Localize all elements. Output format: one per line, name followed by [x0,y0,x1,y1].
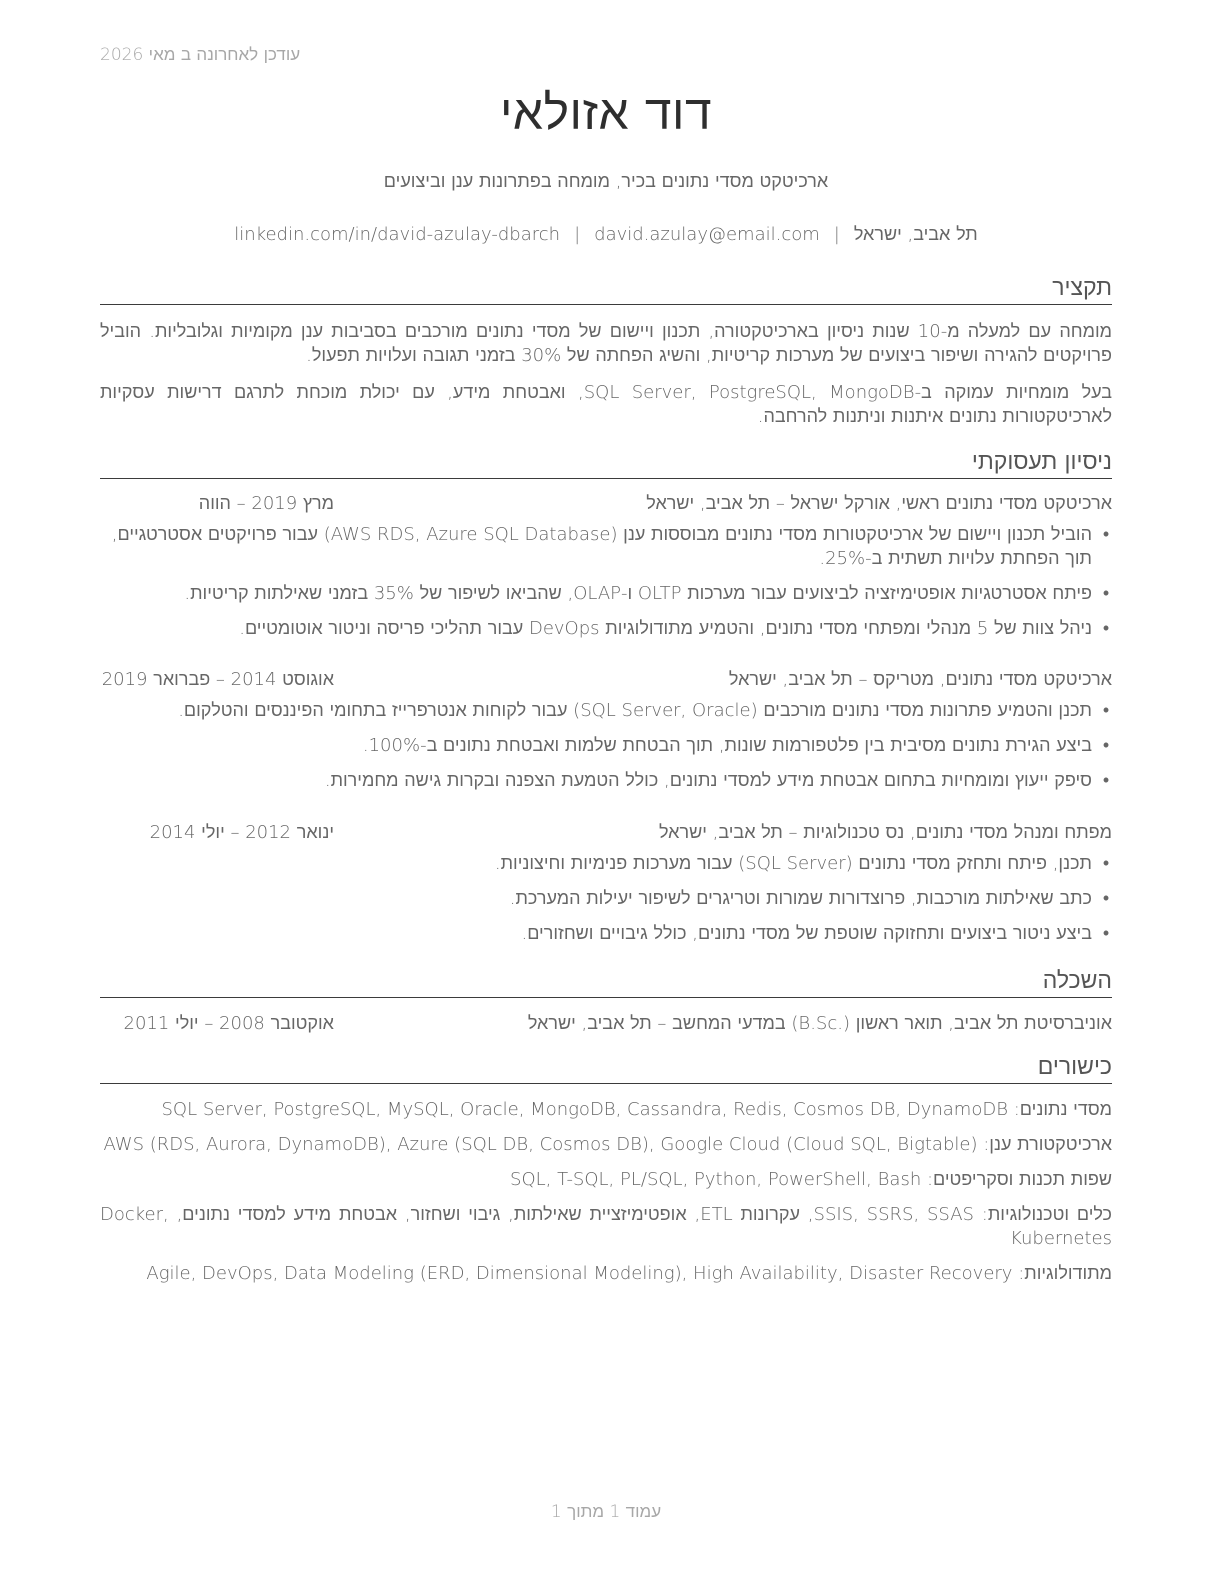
skill-row [100,1098,1112,1122]
job-role: מפתח ומנהל מסדי נתונים, נס טכנולוגיות – תל אביב, ישראל [659,822,1112,843]
bullet-icon: • [1102,735,1110,756]
job-bullets [100,699,1112,804]
bullet-text: ביצע הגירת נתונים מסיבית בין פלטפורמות שונות, תוך הבטחת שלמות ואבטחת נתונים ב-100%. [362,735,1092,756]
resume-page [100,0,1112,1584]
skill-value: SQL Server, PostgreSQL, MySQL, Oracle, MongoDB, Cassandra, Redis, Cosmos DB, DynamoDB [161,1099,1008,1120]
bullet-icon: • [1102,923,1110,944]
list-item [100,617,1112,641]
skill-label: כלים וטכנולוגיות: [981,1204,1112,1225]
bullet-icon: • [1102,853,1110,874]
bullet-icon: • [1102,618,1110,639]
candidate-tagline: ארכיטקט מסדי נתונים בכיר, מומחה בפתרונות ענן וביצועים [383,171,829,192]
list-item [100,922,1112,946]
bullet-text: תכנן והטמיע פתרונות מסדי נתונים מורכבים (SQL Server, Oracle) עבור לקוחות אנטרפרייז בתחומי הפיננסים והטלקום. [178,700,1092,721]
skill-row [100,1133,1112,1157]
contact-email[interactable]: david.azulay@email.com [594,224,820,245]
skill-label: מתודולוגיות: [1018,1263,1112,1284]
job-dates: אוגוסט 2014 – פברואר 2019 [101,669,334,690]
section-title-education: השכלה [100,967,1112,998]
list-item [100,734,1112,758]
job-header [100,668,1112,692]
section-title-summary: תקציר [100,274,1112,305]
job-bullets [100,852,1112,957]
skill-row [100,1203,1112,1251]
skills-list [100,1098,1112,1297]
bullet-text: סיפק ייעוץ ומומחיות בתחום אבטחת מידע למסדי נתונים, כולל הטמעת הצפנה ובקרות גישה מחמירות. [324,770,1092,791]
list-item [100,852,1112,876]
contact-separator: | [574,224,581,245]
list-item [100,582,1112,606]
skill-value: SQL, T-SQL, PL/SQL, Python, PowerShell, Bash [510,1169,922,1190]
bullet-text: תכנן, פיתח ותחזק מסדי נתונים (SQL Server) עבור מערכות פנימיות וחיצוניות. [494,853,1092,874]
list-item [100,699,1112,723]
job-dates: ינואר 2012 – יולי 2014 [149,822,334,843]
contact-location: תל אביב, ישראל [853,224,978,245]
page-number: עמוד 1 מתוך 1 [550,1502,662,1522]
list-item [100,769,1112,793]
list-item [100,887,1112,911]
summary-paragraph-2: בעל מומחיות עמוקה ב-SQL Server, PostgreSQL, MongoDB, ואבטחת מידע, עם יכולת מוכחת לתרגם דרישות עסקיות לארכיטקטורות נתונים איתנות וניתנות להרחבה. [100,382,1113,427]
education-dates: אוקטובר 2008 – יולי 2011 [123,1013,334,1034]
skill-value: SSIS, SSRS, SSAS, עקרונות ETL, אופטימיזציית שאילתות, גיבוי ושחזור, אבטחת מידע למסדי נתונים, Docker, Kubernetes [100,1204,1112,1249]
section-title-skills: כישורים [100,1053,1112,1084]
bullet-icon: • [1102,700,1110,721]
job-header [100,492,1112,516]
skill-label: שפות תכנות וסקריפטים: [926,1169,1112,1190]
skill-row [100,1168,1112,1192]
bullet-text: כתב שאילתות מורכבות, פרוצדורות שמורות וטריגרים לשיפור יעילות המערכת. [509,888,1092,909]
skill-value: Agile, DevOps, Data Modeling (ERD, Dimensional Modeling), High Availability, Disaster Recovery [146,1263,1013,1284]
bullet-text: ניהל צוות של 5 מנהלי ומפתחי מסדי נתונים, והטמיע מתודולוגיות DevOps עבור תהליכי פריסה וניטור אוטומטיים. [239,618,1092,639]
job-bullets [100,523,1112,652]
bullet-text: ביצע ניטור ביצועים ותחזוקה שוטפת של מסדי נתונים, כולל גיבויים ושחזורים. [521,923,1092,944]
job-header [100,821,1112,845]
job-dates: מרץ 2019 – הווה [198,493,334,514]
job-role: ארכיטקט מסדי נתונים ראשי, אורקל ישראל – תל אביב, ישראל [646,493,1112,514]
job-role: ארכיטקט מסדי נתונים, מטריקס – תל אביב, ישראל [728,669,1112,690]
contact-line [100,224,1112,245]
list-item [100,523,1112,571]
bullet-text: פיתח אסטרטגיות אופטימיזציה לביצועים עבור מערכות OLTP ו-OLAP, שהביאו לשיפור של 35% בזמני שאילתות קריטיות. [184,583,1092,604]
bullet-icon: • [1102,888,1110,909]
bullet-icon: • [1102,524,1110,545]
skill-label: ארכיטקטורת ענן: [983,1134,1112,1155]
contact-linkedin[interactable]: linkedin.com/in/david-azulay-dbarch [234,224,561,245]
education-entry [100,1012,1112,1036]
bullet-icon: • [1102,583,1110,604]
bullet-icon: • [1102,770,1110,791]
skill-value: AWS (RDS, Aurora, DynamoDB), Azure (SQL DB, Cosmos DB), Google Cloud (Cloud SQL, Bigtable) [103,1134,978,1155]
education-institution: אוניברסיטת תל אביב, תואר ראשון (.B.Sc) במדעי המחשב – תל אביב, ישראל [527,1013,1112,1034]
section-title-experience: ניסיון תעסוקתי [100,448,1112,479]
last-updated: עודכן לאחרונה ב מאי 2026 [100,45,301,65]
skill-row [100,1262,1112,1286]
candidate-name: דוד אזולאי [499,85,713,141]
bullet-text: הוביל תכנון ויישום של ארכיטקטורות מסדי נתונים מבוססות ענן (AWS RDS, Azure SQL Database) עבור פרויקטים אסטרטגיים, תוך הפחתת עלויות תשתית ב-25%. [111,524,1092,569]
contact-separator: | [833,224,840,245]
skill-label: מסדי נתונים: [1013,1099,1112,1120]
summary-paragraph-1: מומחה עם למעלה מ-10 שנות ניסיון בארכיטקטורה, תכנון ויישום של מסדי נתונים מורכבים בסביבות ענן מקומיות וגלובליות. הוביל פרויקטים להגירה ושיפור ביצועים של מערכות קריטיות, והשיג הפחתה של 30% בזמני תגובה ועלויות תפעול. [100,321,1112,366]
